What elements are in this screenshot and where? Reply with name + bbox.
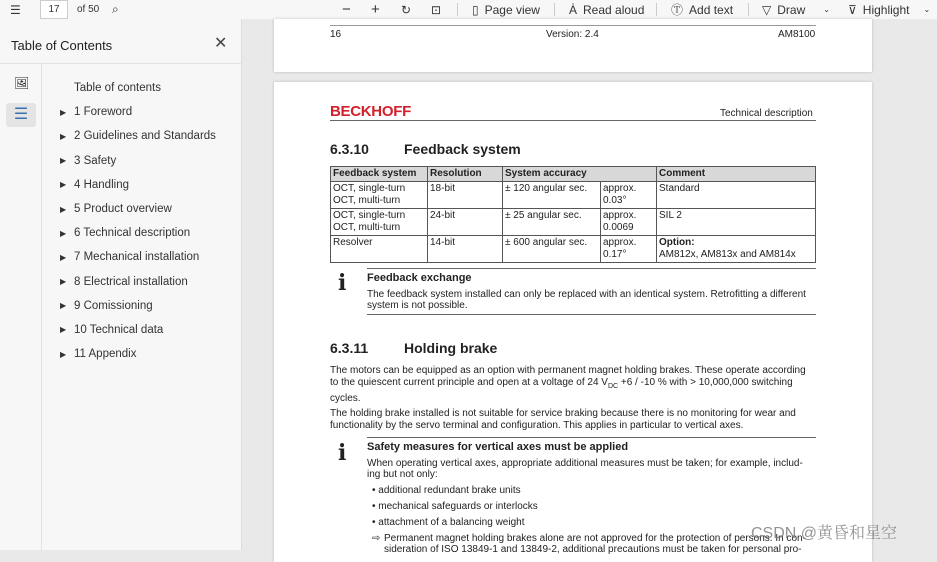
chevron-right-icon: ▶: [60, 277, 67, 287]
chevron-right-icon: ▶: [60, 107, 67, 117]
chevron-down-icon[interactable]: ⌄: [923, 5, 931, 14]
info-icon: i: [338, 270, 347, 296]
note-text: When operating vertical axes, appropriate additional measures must be taken; for example, includ-ing but not only:: [367, 458, 803, 480]
highlight-button[interactable]: [848, 0, 930, 19]
thumbnails-icon[interactable]: 🖼: [14, 76, 30, 90]
table-row: OCT, single-turn OCT, multi-turn 24-bit ± 25 angular sec. approx. 0.0069 SIL 2: [331, 209, 816, 236]
heading-number: 6.3.10: [330, 141, 369, 157]
toc-item[interactable]: ▶ 8 Electrical installation: [60, 275, 188, 288]
read-aloud-button[interactable]: [569, 0, 644, 19]
draw-button[interactable]: [762, 0, 830, 19]
chevron-down-icon[interactable]: ⌄: [823, 5, 830, 14]
watermark: CSDN @黄昏和星空: [751, 525, 898, 542]
chevron-right-icon: ▶: [60, 204, 67, 214]
heading: Holding brake: [404, 340, 498, 356]
chevron-right-icon: ▶: [60, 252, 67, 262]
scrollbar[interactable]: [923, 19, 937, 550]
toc-item[interactable]: ▶ 4 Handling: [60, 178, 129, 191]
rotate-icon[interactable]: ↻: [401, 2, 412, 17]
close-icon[interactable]: ✕: [214, 35, 228, 52]
beckhoff-logo: BECKHOFF: [330, 103, 411, 120]
toc-item[interactable]: ▶ 1 Foreword: [60, 106, 133, 119]
bullet-item: • mechanical safeguards or interlocks: [372, 501, 538, 512]
toc-item[interactable]: ▶ 10 Technical data: [60, 323, 164, 336]
chevron-right-icon: ▶: [60, 180, 67, 190]
toc-list-icon[interactable]: ☰: [6, 103, 36, 127]
info-icon: i: [338, 440, 347, 466]
zoom-in-icon[interactable]: +: [371, 1, 380, 18]
bullet-item: • additional redundant brake units: [372, 485, 521, 496]
toolbar: [0, 0, 937, 19]
page-number: 16: [330, 29, 342, 40]
read-aloud-icon: A͗: [569, 2, 578, 17]
chevron-right-icon: ▶: [60, 301, 67, 311]
note-text: The feedback system installed can only be replaced with an identical system. Retrofitting a different system is not possible.: [367, 289, 806, 311]
pdf-page-16: [274, 19, 872, 72]
add-text-label: Add text: [689, 2, 734, 17]
fit-page-icon[interactable]: ⊡: [431, 2, 442, 17]
chevron-right-icon: ▶: [60, 325, 67, 335]
highlight-icon: ⊽: [848, 2, 857, 17]
toc-item[interactable]: Table of contents: [74, 82, 161, 95]
page-view-icon: ▯: [472, 2, 479, 17]
heading-number: 6.3.11: [330, 340, 369, 356]
toc-item[interactable]: ▶ 2 Guidelines and Standards: [60, 130, 216, 143]
chevron-right-icon: ▶: [60, 349, 67, 359]
arrow-item: ⇨ Permanent magnet holding brakes alone are not approved for the protection of persons. In con-sideration of ISO 13849-1 and 13849-2, additional precautions must be taken for personal pro-: [372, 533, 806, 555]
section-header: Technical description: [720, 108, 813, 119]
toc-item[interactable]: ▶ 7 Mechanical installation: [60, 251, 200, 264]
chevron-right-icon: ▶: [60, 228, 67, 238]
page-view-label: Page view: [484, 2, 540, 17]
heading: Feedback system: [404, 141, 521, 157]
sidebar-title: Table of Contents: [11, 38, 113, 53]
toc-item[interactable]: ▶ 5 Product overview: [60, 203, 172, 216]
highlight-label: Highlight: [862, 2, 910, 17]
arrow-right-icon: ⇨: [372, 533, 381, 544]
note-title: Safety measures for vertical axes must be applied: [367, 441, 629, 453]
chevron-right-icon: ▶: [60, 156, 67, 166]
page-number-input[interactable]: 17: [40, 0, 68, 19]
pdf-page-17: [274, 82, 872, 562]
page-total: of 50: [77, 4, 100, 15]
paragraph: The motors can be equipped as an option with permanent magnet holding brakes. These operate according to the quiescent current principle and open at a voltage of 24 $V_{DC} +6 / -10$ % with > 10,000,000 switching cycles.: [330, 365, 806, 404]
bullet-item: • attachment of a balancing weight: [372, 517, 525, 528]
toc-toggle-icon[interactable]: ☰: [10, 2, 21, 17]
add-text-button[interactable]: [671, 0, 733, 19]
add-text-icon: Ⓣ: [671, 3, 684, 17]
search-icon[interactable]: ⌕: [112, 2, 119, 16]
feedback-table: Feedback system Resolution System accuracy Comment OCT, single-turn OCT, multi-turn 18-bit ± 120 angular sec. approx. 0.03° Standard OCT, single-turn OCT, multi-turn 24-bit ± 25 angular sec. approx. 0.0069 SIL 2 Resolver 14-bit ± 600 angular sec. approx. 0.17° Option: AM812x, AM813x and AM814x: [330, 166, 816, 263]
chevron-right-icon: ▶: [60, 131, 67, 141]
toc-item[interactable]: ▶ 6 Technical description: [60, 227, 191, 240]
version: Version: 2.4: [546, 29, 599, 40]
paragraph: The holding brake installed is not suitable for service braking because there is no monitoring for wear and functionality by the servo terminal and configuration. This applies in particular to vertical axes.: [330, 408, 796, 431]
toc-item[interactable]: ▶ 11 Appendix: [60, 348, 137, 361]
draw-label: Draw: [777, 2, 806, 17]
zoom-out-icon[interactable]: −: [342, 1, 351, 18]
table-row: Resolver 14-bit ± 600 angular sec. approx. 0.17° Option: AM812x, AM813x and AM814x: [331, 236, 816, 263]
read-aloud-label: Read aloud: [583, 2, 645, 17]
toc-item[interactable]: ▶ 9 Comissioning: [60, 299, 153, 312]
draw-icon: ▽: [762, 2, 772, 17]
table-row: OCT, single-turn OCT, multi-turn 18-bit ± 120 angular sec. approx. 0.03° Standard: [331, 182, 816, 209]
toc-item[interactable]: ▶ 3 Safety: [60, 154, 117, 167]
toc-sidebar: [0, 19, 242, 550]
page-view-button[interactable]: [472, 0, 540, 19]
product: AM8100: [778, 29, 816, 40]
note-title: Feedback exchange: [367, 272, 472, 284]
